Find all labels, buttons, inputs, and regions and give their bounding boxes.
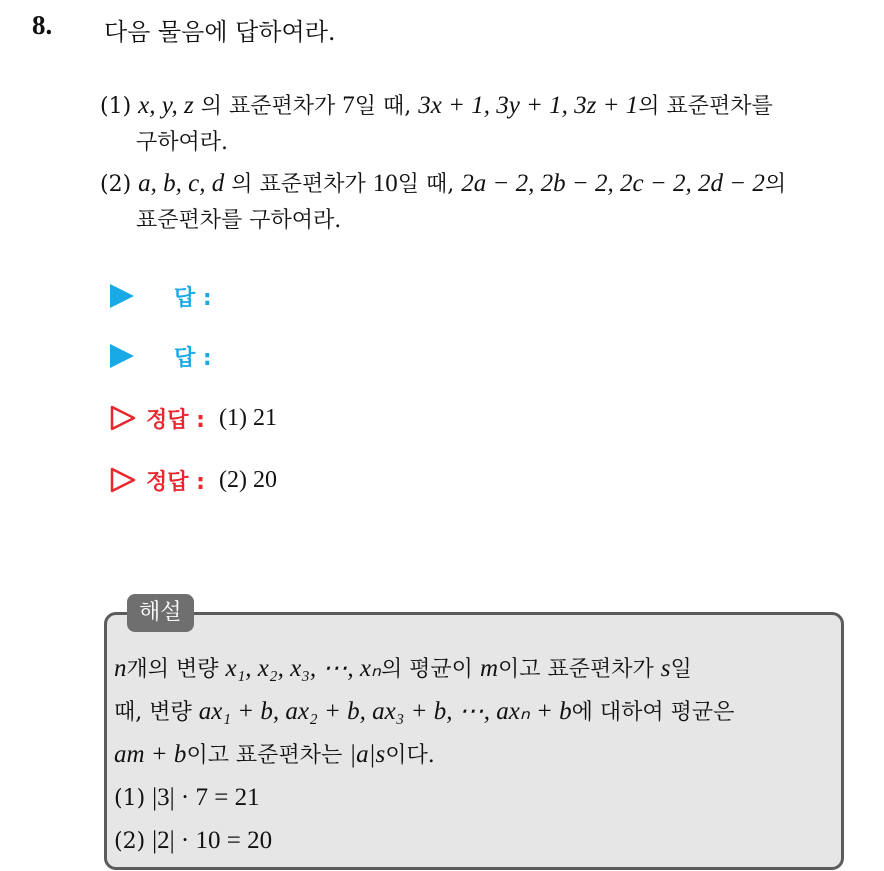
subquestion-1 [100, 88, 870, 161]
subquestion-2 [100, 166, 870, 239]
var-n: n [114, 655, 127, 682]
play-triangle-icon [110, 284, 134, 308]
outline-triangle-icon [110, 405, 136, 431]
text: 때, 변량 [114, 700, 192, 725]
calc-expression: |3| · 7 = 21 [152, 784, 260, 811]
subquestion-text: 일 때, [397, 172, 455, 197]
subquestion-text: 일 때, [354, 94, 412, 119]
explanation-line-2 [114, 691, 834, 734]
calc-label: (1) [114, 786, 146, 811]
explanation-line-1 [114, 648, 834, 691]
answer-row-2[interactable] [110, 336, 212, 376]
calc-expression: |2| · 10 = 20 [152, 827, 273, 854]
subquestion-text: 의 [764, 172, 787, 197]
answer-row-1[interactable] [110, 276, 212, 316]
variables: x₁, x₂, x₃, ⋯, xₙ [225, 655, 381, 682]
subquestion-text: 의 표준편차가 [200, 94, 336, 119]
subquestion-continuation: 구하여라. [136, 130, 229, 155]
subquestion-continuation: 표준편차를 구하여라. [136, 208, 342, 233]
outline-triangle-icon [110, 467, 136, 493]
explanation-calc-1 [114, 777, 834, 820]
expression: |a|s [349, 741, 386, 768]
correct-answer-label: 정답 : [146, 469, 205, 495]
expression: am + b [114, 741, 187, 768]
correct-answer-value: (1) 21 [218, 404, 277, 431]
explanation-tag: 해설 [127, 594, 194, 632]
variables: x, y, z [138, 92, 194, 119]
question-number: 8. [32, 10, 53, 40]
correct-answer-value: (2) 20 [218, 466, 277, 493]
correct-answer-row-2 [110, 460, 277, 500]
var-m: m [479, 655, 499, 682]
text: 의 평균이 [380, 657, 473, 682]
text: 개의 변량 [126, 657, 219, 682]
text: 일 [670, 657, 692, 682]
subquestion-text: 의 표준편차를 [638, 94, 773, 119]
correct-answer-label: 정답 : [146, 407, 205, 433]
explanation-calc-2 [114, 820, 834, 863]
expression: 3x + 1, 3y + 1, 3z + 1 [418, 92, 639, 119]
answer-label: 답 : [174, 285, 212, 311]
text: 이고 표준편차는 [186, 743, 343, 768]
play-triangle-icon [110, 344, 134, 368]
expression: 2a − 2, 2b − 2, 2c − 2, 2d − 2 [461, 170, 765, 197]
explanation-line-3 [114, 734, 834, 777]
text: 이다. [385, 743, 435, 768]
stddev-value: 10 [372, 170, 398, 197]
answer-label: 답 : [174, 345, 212, 371]
explanation-text [114, 648, 834, 863]
variables: a, b, c, d [138, 170, 225, 197]
var-s: s [660, 655, 671, 682]
text: 이고 표준편차가 [498, 657, 654, 682]
subquestion-label: (2) [100, 172, 132, 197]
calc-label: (2) [114, 829, 146, 854]
stddev-value: 7 [342, 92, 355, 119]
text: 에 대하여 평균은 [571, 700, 735, 725]
question-title: 다음 물음에 답하여라. [104, 18, 336, 46]
subquestion-text: 의 표준편차가 [231, 172, 366, 197]
expression: ax₁ + b, ax₂ + b, ax₃ + b, ⋯, axₙ + b [198, 698, 572, 725]
subquestion-label: (1) [100, 94, 132, 119]
correct-answer-row-1 [110, 398, 277, 438]
